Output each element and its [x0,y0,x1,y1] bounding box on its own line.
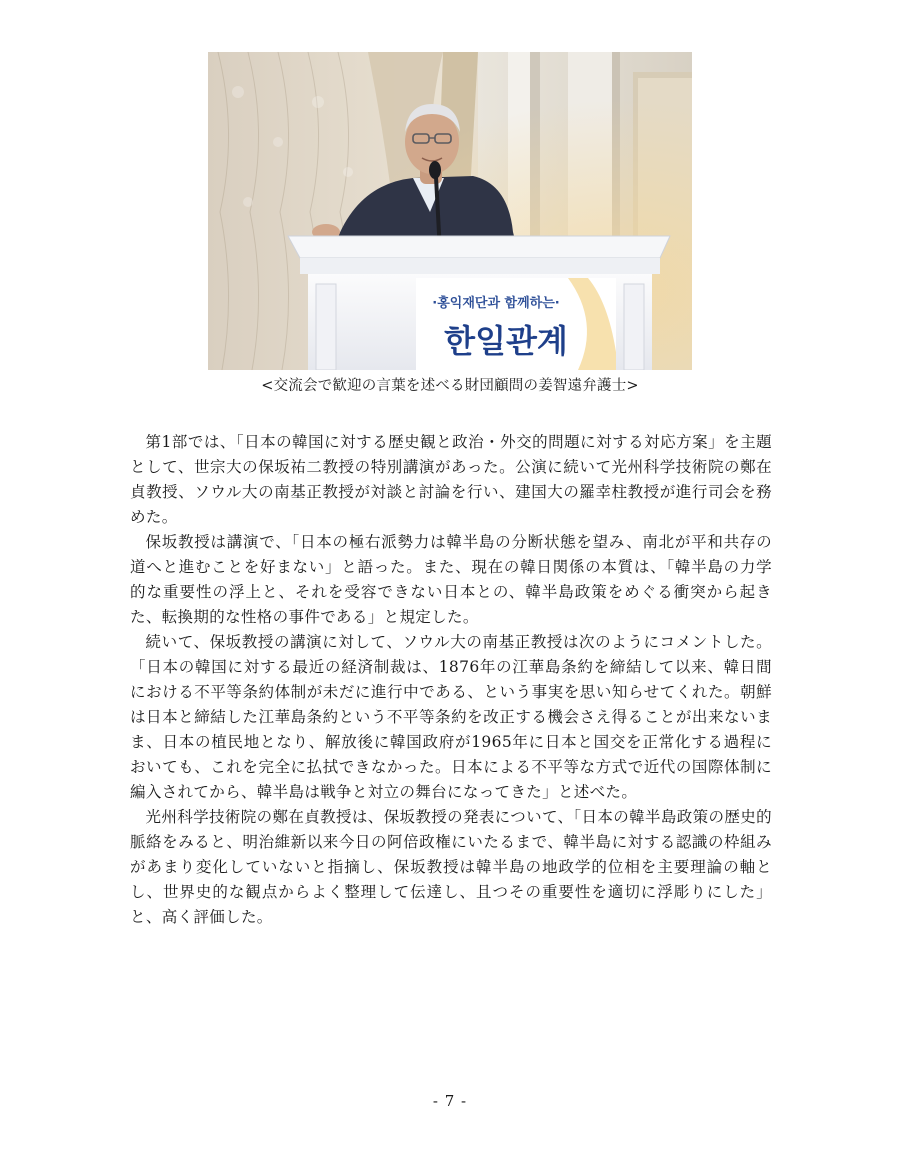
paragraph: 光州科学技術院の鄭在貞教授は、保坂教授の発表について、「日本の韓半島政策の歴史的脈絡をみると、明治維新以来今日の阿倍政権にいたるまで、韓半島に対する認識の枠組みがあまり変化していないと指摘し、保坂教授は韓半島の地政学的位相を主要理論の軸とし、世界史的な観点からよく整理して伝達し、且つその重要性を適切に浮彫りにした」と、高く評価した。 [130,808,772,926]
page-number: - 7 - [432,1092,468,1110]
paragraph: 保坂教授は講演で、「日本の極右派勢力は韓半島の分断状態を望み、南北が平和共存の道へと進むことを好まない」と語った。また、現在の韓日関係の本質は、「韓半島の力学的な重要性の浮上と、それを受容できない日本との、韓半島政策をめぐる衝突から起きた、転換期的な性格の事件である」と規定した。 [130,533,772,626]
event-photo [208,52,692,370]
photo-caption: <交流会で歓迎の言葉を述べる財団顧問の姜智遠弁護士> [261,378,639,394]
paragraph: 第1部では、「日本の韓国に対する歴史観と政治・外交的問題に対する対応方案」を主題として、世宗大の保坂祐二教授の特別講演があった。公演に続いて光州科学技術院の鄭在貞教授、ソウル大の南基正教授が対談と討論を行い、建国大の羅幸柱教授が進行司会を務めた。 [130,433,772,526]
article-body [130,430,772,930]
paragraph: 続いて、保坂教授の講演に対して、ソウル大の南基正教授は次のようにコメントした。「日本の韓国に対する最近の経済制裁は、1876年の江華島条約を締結して以来、韓日間における不平等条約体制が未だに進行中である、という事実を思い知らせてくれた。朝鮮は日本と締結した江華島条約という不平等条約を改正する機会さえ得ることが出来ないまま、日本の植民地となり、解放後に韓国政府が1965年に日本と国交を正常化する過程においても、これを完全に払拭できなかった。日本による不平等な方式で近代の国際体制に編入されてから、韓半島は戦争と対立の舞台になってきた」と述べた。 [130,633,772,801]
banner-title: 한일관계 [444,322,568,360]
banner-subtitle: ·홍익재단과 함께하는· [432,296,560,311]
